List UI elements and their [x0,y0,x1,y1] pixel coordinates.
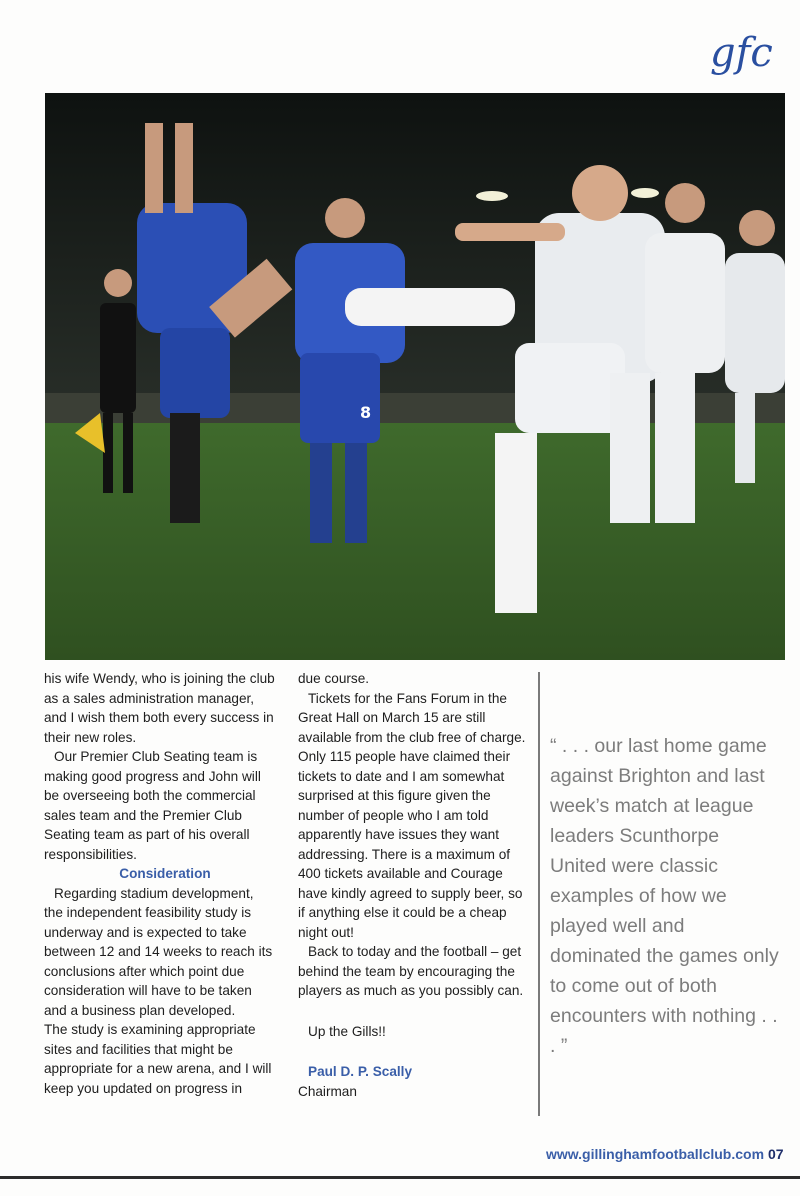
football-match-photo-icon [45,93,785,660]
column1-paragraph-4: The study is examining appropriate sites and facilities that might be appropriate for a new arena, and I will keep you updated on progress in [44,1022,272,1096]
svg-text:8: 8 [360,403,372,422]
column1-paragraph-1: his wife Wendy, who is joining the club as a sales administration manager, and I wish them both every success in their new roles. [44,671,275,745]
article-column-1 [44,669,276,1098]
column1-paragraph-2: Our Premier Club Seating team is making good progress and John will be overseeing both the commercial sales team and the Premier Club Seating team as part of his overall responsibilities. [44,749,261,862]
author-role: Chairman [298,1083,357,1099]
pull-quote: “ . . . our last home game against Brighton and last week’s match at league leaders Scunthorpe United were classic examples of how we played well and dominated the games only to come out of both encounters with nothing . . . ” [550,735,779,1057]
bottom-rule [0,1176,800,1179]
column2-paragraph-1: due course. [298,671,370,686]
column1-paragraph-3: Regarding stadium development, the independent feasibility study is underway and is expected to take between 12 and 14 weeks to reach its conclusions after which point due consideration will have to be taken and a business plan developed. [44,885,273,1018]
footer-url: www.gillinghamfootballclub.com [546,1146,765,1162]
page-footer [546,1146,784,1162]
column2-paragraph-3: Back to today and the football – get behind the team by encouraging the players as much as you possibly can. [298,944,524,998]
article-column-2 [298,669,528,1101]
column2-paragraph-2: Tickets for the Fans Forum in the Great Hall on March 15 are still available from the club free of charge. Only 115 people have claimed their tickets to date and I am somewhat surprised at this figure given the number of people who I am told apparently have issues they want addressing. There is a maximum of 400 tickets available and Courage have kindly agreed to supply beer, so if anything else it could be a cheap night out! [298,690,526,940]
page-number: 07 [767,1146,784,1162]
signoff: Up the Gills!! [308,1023,386,1039]
section-subheading: Consideration [119,866,211,881]
gfc-logo-icon [708,28,786,80]
column-divider [538,672,540,1116]
author-name: Paul D. P. Scally [308,1064,413,1079]
match-photo [45,93,785,660]
logo-text: gfc [710,30,773,76]
